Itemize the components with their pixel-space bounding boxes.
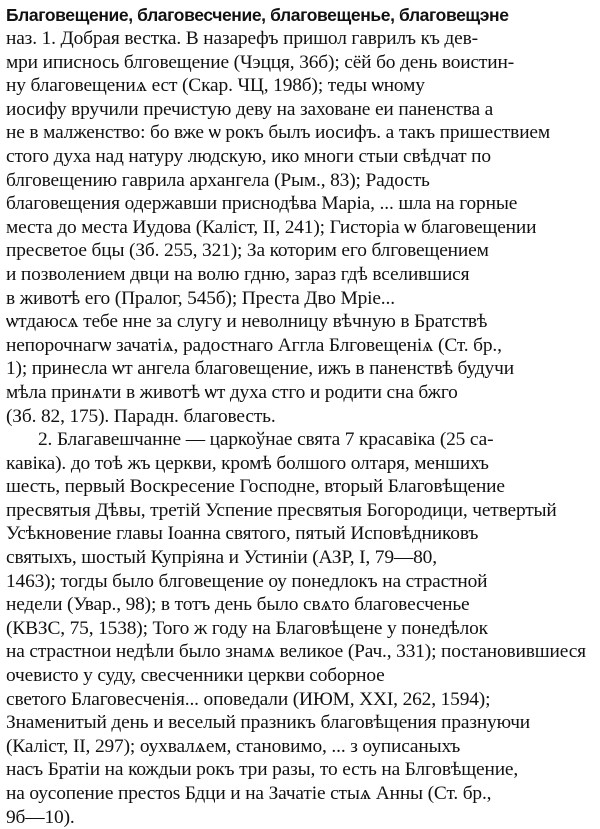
text-line: пресветое бцы (Зб. 255, 321); За которим его блговещением — [6, 240, 489, 262]
text-line: на страстнои недѣли было знамѧ великое (Рач., 331); постановившиеся — [6, 641, 586, 663]
text-line: наз. 1. Добрая вестка. В назарефъ пришол гаврилъ къ дев- — [6, 28, 478, 49]
text-line: блговещению гаврила архангела (Рым., 83); Радость — [6, 169, 430, 191]
text-line: (КВЗС, 75, 1538); Того ж году на Благовѣщене у понедѣлок — [6, 617, 488, 639]
text-line: стого духа над натуру людскую, ико многи стыи свѣдчат по — [6, 145, 491, 167]
text-line: пресвятыя Дѣвы, третiй Успение пресвятыя Богородици, четвертый — [6, 499, 557, 521]
text-line: 9б—10). — [6, 806, 75, 828]
text-line: не в малженство: бо вже ѡ рокъ былъ иосифъ. а такъ пришествием — [6, 122, 550, 144]
text-line: кавіка). до тоѣ жъ церкви, кромѣ болшого олтаря, меншихъ — [6, 452, 489, 474]
text-line: в животѣ его (Пралог, 545б); Преста Дво Мрiе... — [6, 287, 395, 309]
text-line: Усѣкновение главы Іоанна святого, пятый Исповѣдниковъ — [6, 523, 479, 545]
text-line: (Калiст, II, 297); оухвалѧем, становимо, ... з оуписаныхъ — [6, 735, 461, 757]
text-line: Знаменитый день и веселый празникъ благовѣщения празнуючи — [6, 712, 531, 734]
text-line: (Зб. 82, 175). Парадн. благовесть. — [6, 405, 276, 427]
text-line: ну благовещениѧ ест (Скар. ЧЦ, 198б); теды ѡному — [6, 75, 425, 97]
text-line: мѣла принѧти в животѣ ѡт духа стго и родити сна бжго — [6, 381, 458, 403]
text-line: и позволением двци на волю гдню, зараз гдѣ вселившися — [6, 263, 470, 285]
text-line: 1463); тогды было блговещение оу понедлокъ на страстной — [6, 570, 488, 592]
text-line: 1); принесла ѡт ангела благовещение, ижъ в паненствѣ будучи — [6, 358, 514, 380]
text-line: светого Благовесченiя... оповедали (ИЮМ, XXI, 262, 1594); — [6, 688, 491, 710]
text-line: мри иписнось блговещение (Чэцця, 36б); сёй бо день воистин- — [6, 51, 515, 73]
text-line: непорочнагѡ зачатiѧ, радостнаго Аггла Блговещенiѧ (Ст. бр., — [6, 334, 502, 356]
text-line: благовещения одержавши приснодѣва Марiа, ... шла на горные — [6, 193, 518, 215]
text-line: святыхъ, шостый Купрiяна и Устинiи (АЗР, I, 79—80, — [6, 547, 437, 569]
text-line: иосифу вручили пречистую деву на заховане еи паненства а — [6, 98, 494, 120]
entry-headword: Благовещение, благовесчение, благовещенье, благовещэне — [6, 5, 509, 25]
sense-2-first-line: 2. Благавешчанне — царкоўнае свята 7 красавіка (25 са- — [38, 429, 494, 451]
text-line: насъ Братiи на кождыи рокъ три разы, то есть на Блговѣщение, — [6, 759, 519, 781]
text-line: недели (Увар., 98); в тотъ день было свѧто благовесченье — [6, 594, 470, 616]
text-line: шесть, первый Воскресение Господне, вторый Благовѣщение — [6, 476, 505, 498]
text-line: места до места Иудова (Калiст, II, 241); Гисторiа ѡ благовещении — [6, 216, 537, 238]
text-line: на оусопение престоѕ Бдци и на Зачатiе стыѧ Анны (Ст. бр., — [6, 783, 492, 804]
text-line: ѡтдаюсѧ тебе нне за слугу и неволницу вѣчную в Братствѣ — [6, 311, 488, 333]
text-line: очевисто у суду, свесченники церкви соборное — [6, 665, 385, 687]
entry-body — [6, 27, 595, 829]
